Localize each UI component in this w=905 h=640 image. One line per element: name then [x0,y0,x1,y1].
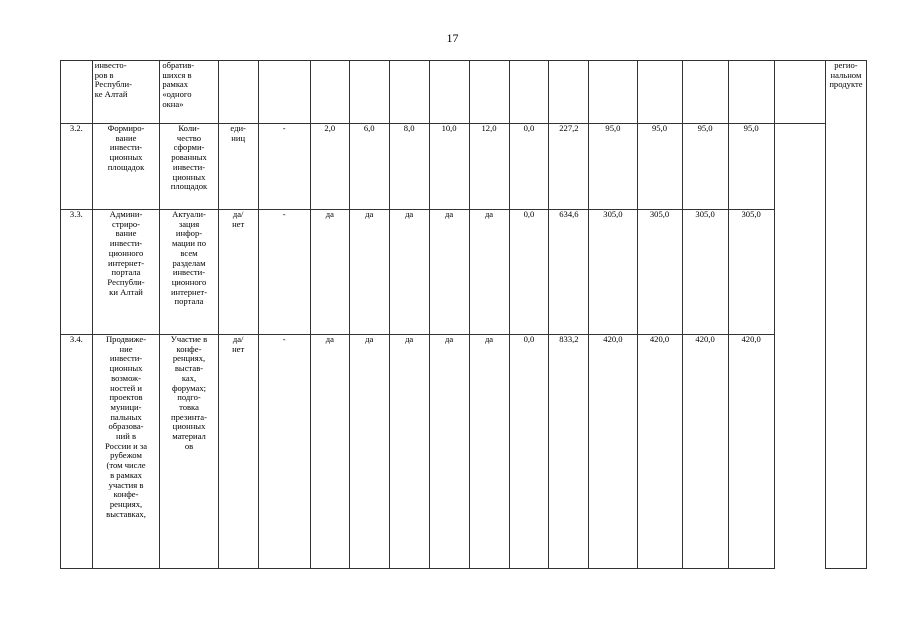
cell-name [92,124,160,210]
cell-value [637,210,682,335]
cell-value-text: 12,0 [481,123,497,133]
cell-value [469,210,509,335]
cell-value [637,124,682,210]
page-number: 17 [446,31,459,45]
cell-value-text: 420,0 [603,334,623,344]
cell-value-text: да [325,334,334,344]
cell-name [92,210,160,335]
cell-value-text: 420,0 [695,334,715,344]
cell-value-text: да [405,334,414,344]
cell-indicator-text: Коли- чество сформи- рованных инвести- ционных площадок [170,123,208,192]
cell-empty [637,61,682,124]
cell-number [61,124,93,210]
cell-value [389,335,429,569]
cell-value [549,335,589,569]
cell-value [389,210,429,335]
cell-value [728,335,774,569]
cell-value [469,124,509,210]
cell-unit [218,124,258,210]
cell-number-text: 3.4. [69,334,83,344]
cell-unit-text: да/ нет [232,209,245,229]
cell-value [589,124,637,210]
cell-value [429,210,469,335]
cell-value [589,335,637,569]
cell-value-text: 420,0 [741,334,761,344]
cell-base [258,335,310,569]
cell-empty [429,61,469,124]
cell-value-text: 305,0 [695,209,715,219]
cell-base [258,210,310,335]
program-table [60,60,867,569]
cell-value [310,335,349,569]
cell-value [509,335,549,569]
cell-number [61,210,93,335]
cell-base-text: - [282,209,286,219]
cell-value [682,335,728,569]
cell-base-text: - [282,123,286,133]
cell-indicator-text: Актуали- зация инфор- мации по всем разделам инвести- ционного интернет- портала [170,209,208,307]
cell-name [92,335,160,569]
cell-value-text: 305,0 [649,209,670,219]
cell-value-text: 305,0 [603,209,623,219]
cell-indicator [160,124,218,210]
cell-value-text: да [484,334,494,344]
cell-unit-text: еди- ниц [230,123,246,143]
cell-indicator-text: обратив- шихся в рамках «одного окна» [162,60,195,109]
table-row-continuation [61,61,867,124]
cell-value-text: 95,0 [743,123,759,133]
cell-value-text: да [445,209,454,219]
cell-name [92,61,160,124]
cell-empty [589,61,637,124]
cell-value-text: 95,0 [605,123,621,133]
cell-number-text: 3.3. [69,209,83,219]
cell-value-text: да [365,334,374,344]
cell-value-text: 227,2 [559,123,579,133]
cell-value [549,124,589,210]
cell-value [349,124,389,210]
cell-value [429,335,469,569]
cell-value [389,124,429,210]
cell-value-text: 6,0 [363,123,375,133]
cell-value [509,124,549,210]
cell-base [258,124,310,210]
cell-note [825,61,866,569]
cell-value-text: 8,0 [403,123,415,133]
cell-empty [774,61,825,124]
cell-value-text: 0,0 [523,123,535,133]
cell-name-text: Продвиже- ние инвести- ционных возмож- ностей и проектов муници- пальных образова- ний в России и за рубежом (том числе в рамках участия в конфе- ренциях, выставках, [105,334,148,519]
cell-value-text: 2,0 [324,123,336,133]
cell-number-text: 3.2. [69,123,83,133]
table-row [61,335,867,569]
cell-name-text: инвесто- ров в Республи- ке Алтай [94,60,132,100]
cell-value-text: 0,0 [523,209,535,219]
cell-value [682,124,728,210]
table-row [61,210,867,335]
cell-empty [349,61,389,124]
cell-base-text: - [282,334,286,344]
cell-indicator [160,210,218,335]
cell-value [728,124,774,210]
cell-value [469,335,509,569]
cell-value-text: да [445,334,454,344]
cell-value [310,124,349,210]
cell-value [429,124,469,210]
cell-indicator [160,61,218,124]
cell-value [682,210,728,335]
cell-value [728,210,774,335]
cell-note-text: регио- нальном продукте [829,60,863,90]
cell-name-text: Админи- стриро- вание инвести- ционного интернет- портала Республи- ки Алтай [107,209,145,297]
cell-empty [549,61,589,124]
cell-value-text: 0,0 [523,334,535,344]
cell-value-text: да [484,209,494,219]
cell-empty [509,61,549,124]
cell-empty [218,61,258,124]
cell-indicator [160,335,218,569]
cell-number [61,61,93,124]
cell-value-text: 833,2 [559,334,579,344]
cell-value-text: 305,0 [741,209,761,219]
cell-unit-text: да/ нет [232,334,245,354]
cell-empty [389,61,429,124]
cell-value [549,210,589,335]
cell-value [310,210,349,335]
cell-value-text: да [365,209,374,219]
cell-value-text: да [325,209,334,219]
table-row [61,124,867,210]
cell-value-text: 95,0 [697,123,713,133]
cell-value [509,210,549,335]
cell-empty [469,61,509,124]
cell-value-text: 420,0 [649,334,670,344]
cell-empty [258,61,310,124]
cell-value [349,210,389,335]
cell-empty [682,61,728,124]
cell-empty [728,61,774,124]
cell-value [349,335,389,569]
cell-value-text: 10,0 [441,123,457,133]
cell-value-text: 634,6 [559,209,579,219]
cell-value [637,335,682,569]
cell-value-text: да [405,209,414,219]
cell-value-text: 95,0 [652,123,668,133]
cell-number [61,335,93,569]
cell-empty [310,61,349,124]
cell-value [589,210,637,335]
cell-unit [218,210,258,335]
cell-name-text: Формиро- вание инвести- ционных площадок [107,123,145,172]
cell-unit [218,335,258,569]
cell-indicator-text: Участие в конфе- ренциях, выстав- ках, форумах; подго- товка презинта- ционных материал ов [170,334,208,451]
